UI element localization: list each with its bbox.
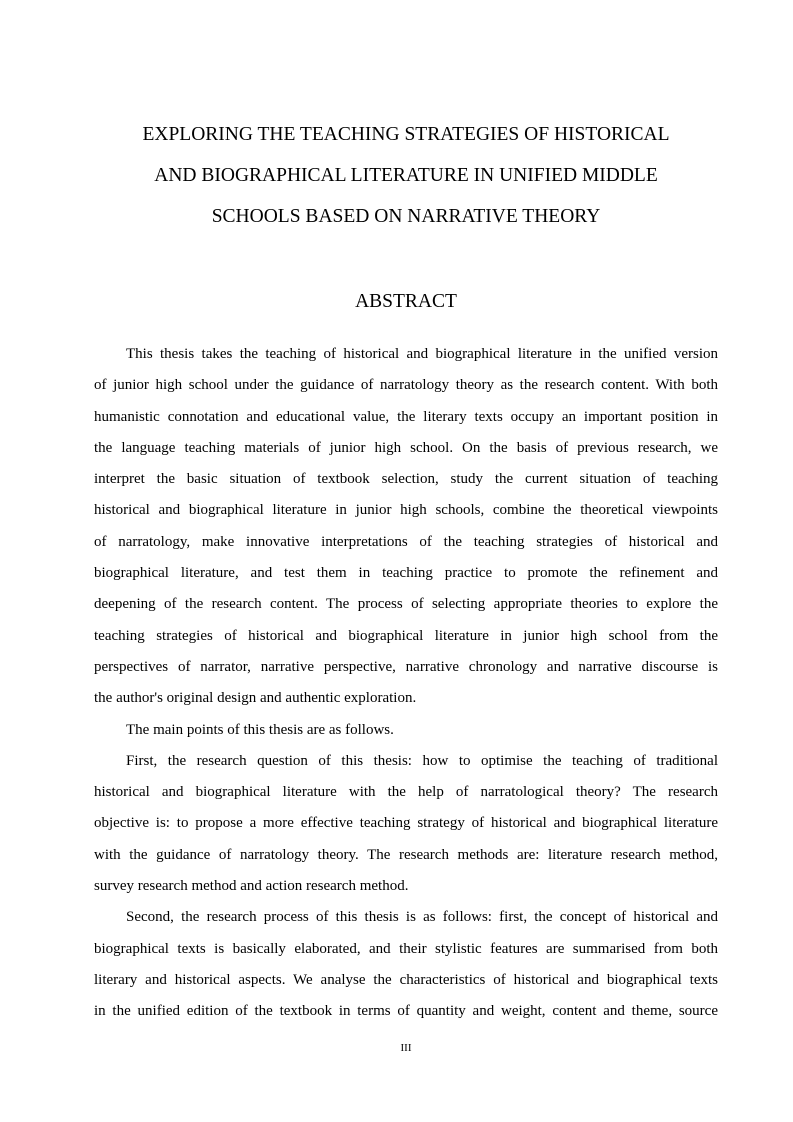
text-line: of junior high school under the guidance of narratology theory as the research content. With both [94,377,718,394]
title-line: SCHOOLS BASED ON NARRATIVE THEORY [211,206,601,227]
abstract-body [94,339,718,1028]
text-line: in the unified edition of the textbook in terms of quantity and weight, content and theme, source [94,1003,718,1020]
text-line: biographical texts is basically elaborated, and their stylistic features are summarised from both [94,940,718,957]
text-line: the author's original design and authentic exploration. [94,690,417,707]
text-line: historical and biographical literature in junior high schools, combine the theoretical viewpoints [94,502,718,519]
text-line: objective is: to propose a more effective teaching strategy of historical and biographical literature [94,815,718,832]
text-line: The main points of this thesis are as follows. [126,721,394,738]
text-line: the language teaching materials of junior high school. On the basis of previous research, we [94,439,718,456]
text-line: historical and biographical literature with the help of narratological theory? The research [94,784,718,801]
text-line: First, the research question of this thesis: how to optimise the teaching of traditional [126,752,718,769]
text-line: of narratology, make innovative interpretations of the teaching strategies of historical and [94,533,718,550]
paragraph [94,746,718,902]
title-line: AND BIOGRAPHICAL LITERATURE IN UNIFIED MIDDLE [154,165,658,186]
thesis-title [94,114,718,237]
text-line: perspectives of narrator, narrative perspective, narrative chronology and narrative discourse is [94,658,718,675]
text-line: survey research method and action research method. [94,878,409,895]
text-line: Second, the research process of this thesis is as follows: first, the concept of historical and [126,909,718,926]
text-line: interpret the basic situation of textbook selection, study the current situation of teaching [94,471,718,488]
text-line: humanistic connotation and educational value, the literary texts occupy an important position in [94,408,718,425]
text-line: literary and historical aspects. We analyse the characteristics of historical and biographical texts [94,971,718,988]
abstract-heading: ABSTRACT [355,291,457,312]
paragraph [94,715,718,746]
text-line: biographical literature, and test them in teaching practice to promote the refinement and [94,565,718,582]
paragraph [94,339,718,715]
text-line: teaching strategies of historical and biographical literature in junior high school from the [94,627,718,644]
text-line: This thesis takes the teaching of historical and biographical literature in the unified version [126,346,718,362]
page-number: III [400,1042,412,1054]
text-line: deepening of the research content. The process of selecting appropriate theories to explore the [94,596,718,613]
text-line: with the guidance of narratology theory. The research methods are: literature research method, [94,846,718,863]
title-line: EXPLORING THE TEACHING STRATEGIES OF HISTORICAL [142,124,670,145]
paragraph [94,902,718,1027]
